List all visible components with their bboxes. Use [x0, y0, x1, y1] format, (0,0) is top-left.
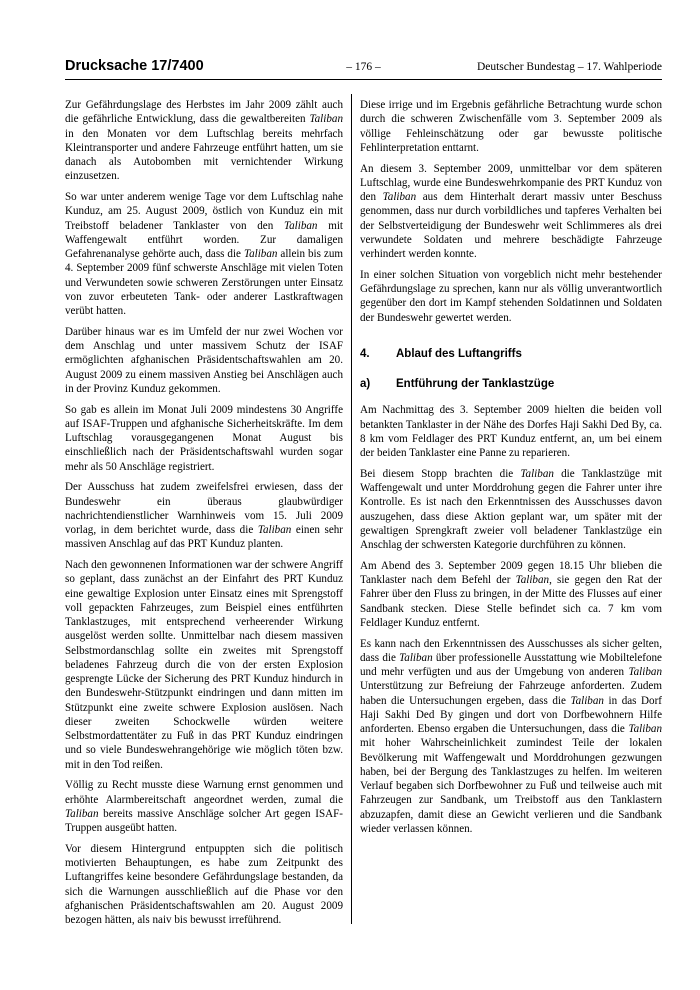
paragraph: Darüber hinaus war es im Umfeld der nur zwei Wochen vor dem Anschlag und unter massivem Schutz der ISAF ermöglichten afghanischen Präsidentschaftswahlen am 20. August 2009 zu einem massiven Anstieg bei Anschlägen auch in der Provinz Kunduz gekommen. — [65, 325, 343, 395]
column-divider — [351, 94, 352, 924]
left-column — [65, 98, 343, 927]
paragraph: Völlig zu Recht musste diese Warnung ernst genommen und erhöhte Alarmbereitschaft angeordnet werden, zumal die Taliban bereits massive Anschläge solcher Art gegen ISAF-Truppen ausgeübt hatten. — [65, 779, 343, 834]
subsection-number: a) — [360, 378, 371, 390]
paragraph: Es kann nach den Erkenntnissen des Ausschusses als sicher gelten, dass die Taliban über professionelle Ausstattung wie Mobiltelefone und mehr verfügten und aus der Umgebung von anderen Taliban Unterstützung zur Befreiung der Fahrzeuge anforderten. Zudem haben die Untersuchungen ergeben, dass die Taliban in das Dorf Haji Sakhi Ded By gingen und dort von Dorfbewohnern Hilfe anforderten. Ebenso ergaben die Untersuchungen, dass die Taliban mit hoher Wahrscheinlichkeit zumindest Teile der lokalen Bevölkerung mit Waffengewalt und Morddrohungen gezwungen haben, bei der Bergung des Tanklastzuges zu helfen. Im weiteren Verlauf begaben sich Dorfbewohner zu Fuß und teilweise auch mit Fahrzeugen zur Sandbank, um Treibstoff aus den Tanklastern abzuzapfen, damit diese an Gewicht verlieren und die Sandbank wieder verlassen können. — [360, 637, 662, 835]
paragraph: So gab es allein im Monat Juli 2009 mindestens 30 Angriffe auf ISAF-Truppen und afghanische Sicherheitskräfte. Im dem Luftschlag vorausgegangenen Monat August bis einschließlich nach der Präsidentschaftswahl wurden sogar mehr als 50 Anschläge registriert. — [65, 403, 343, 473]
paragraph: Am Abend des 3. September 2009 gegen 18.15 Uhr blieben die Tanklaster nach dem Befehl der Taliban, sie gegen den Rat der Fahrer über den Fluss zu bringen, in der Mitte des Flusses auf einer Sandbank stecken. Diese Stelle befindet sich ca. 7 km vom Feldlager Kunduz entfernt. — [360, 559, 662, 629]
right-column — [360, 98, 662, 836]
subsection-title: Entführung der Tanklastzüge — [396, 378, 555, 390]
paragraph: Vor diesem Hintergrund entpuppten sich die politisch motivierten Behauptungen, es habe zum Zeitpunkt des Luftangriffes keine besondere Gefährdungslage bestanden, da sich die Warnungen ausschließlich auf die Phase vor den afghanischen Präsidentschaftswahlen am 20. August 2009 bezogen hätten, als naiv bis bewusst irreführend. — [65, 842, 343, 926]
section-heading — [360, 347, 662, 361]
page-header — [65, 58, 662, 78]
paragraph: Am Nachmittag des 3. September 2009 hielten die beiden voll betankten Tanklaster in der Nähe des Dorfes Haji Sakhi Ded By, ca. 8 km vom Feldlager des PRT Kunduz entfernt, an, um bei einem der beiden Tanklaster eine Panne zu reparieren. — [360, 404, 662, 459]
page-number: – 176 – — [346, 61, 381, 73]
legislative-period: Deutscher Bundestag – 17. Wahlperiode — [476, 61, 662, 73]
paragraph: Diese irrige und im Ergebnis gefährliche Betrachtung wurde schon durch die schweren Zwischenfälle vom 3. September 2009 als völlige Fehleinschätzung oder gar bewusste politische Fehlinterpretation enttarnt. — [360, 99, 662, 154]
section-title: Ablauf des Luftangriffs — [396, 347, 522, 360]
section-number: 4. — [360, 347, 370, 360]
paragraph: An diesem 3. September 2009, unmittelbar vor dem späteren Luftschlag, wurde eine Bundeswehrkompanie des PRT Kunduz von den Taliban aus dem Hinterhalt derart massiv unter Beschuss genommen, dass nur durch vorbildliches und tapferes Verhalten bei der Selbstverteidigung der Bundeswehr weit Schlimmeres als drei verwundete Soldaten und mehrere beschädigte Fahrzeuge verhindert werden konnte. — [360, 162, 662, 260]
paragraph: Der Ausschuss hat zudem zweifelsfrei erwiesen, dass der Bundeswehr ein überaus glaubwürdiger nachrichtendienstlicher Warnhinweis vom 15. Juli 2009 vorlag, in dem berichtet wurde, dass die Taliban einen sehr massiven Anschlag auf das PRT Kunduz planten. — [65, 481, 343, 551]
subsection-heading — [360, 377, 662, 391]
document-number: Drucksache 17/7400 — [65, 58, 204, 74]
paragraph: So war unter anderem wenige Tage vor dem Luftschlag nahe Kunduz, am 25. August 2009, östlich von Kunduz ein mit Treibstoff beladener Tanklaster von den Taliban mit Waffengewalt entführt worden. Zur damaligen Gefahrenanalyse gehörte auch, dass die Taliban allein bis zum 4. September 2009 fünf schwerste Anschläge mit vielen Toten und Verwundeten sowie schweren Zerstörungen unter Einsatz von zuvor erbeuteten Tank- oder anderer Lastkraftwagen verübt hatten. — [65, 191, 343, 317]
paragraph: Nach den gewonnenen Informationen war der schwere Angriff so geplant, dass zunächst an der Einfahrt des PRT Kunduz eine gewaltige Explosion unter Einsatz eines mit Sprengstoff voll gepackten Fahrzeuges, zum Beispiel eines entführten Tanklastzuges, mit entsprechend verheerender Wirkung ausgelöst werden sollte. Unmittelbar nach diesem massiven Selbstmordanschlag sollte ein zweites mit Sprengstoff beladenes Fahrzeug durch die von der ersten Explosion gesprengte Lücke der Sicherung des PRT Kunduz hindurch in den Bundeswehr-Stützpunkt eindringen und dann mitten im Stützpunkt eine zweite schwere Explosion auslösen. Nach dieser zweiten Schockwelle würden weitere Selbstmordattentäter zu Fuß in das PRT Kunduz eindringen und so viele Bundeswehrangehörige wie möglich töten bzw. mit in den Tod reißen. — [65, 559, 343, 771]
paragraph: Bei diesem Stopp brachten die Taliban die Tanklastzüge mit Waffengewalt und unter Morddrohung gegen die Fahrer unter ihre Kontrolle. Es ist nach den Erkenntnissen des Ausschusses davon auszugehen, dass diese Aktion geplant war, um später mit der gewaltigen Sprengkraft zweier voll beladener Tanklastzüge ein Anschlag der schwersten Kategorie durchführen zu können. — [360, 467, 662, 551]
header-rule — [65, 79, 662, 80]
paragraph: Zur Gefährdungslage des Herbstes im Jahr 2009 zählt auch die gefährliche Entwicklung, dass die gewaltbereiten Taliban in den Monaten vor dem Luftschlag bereits mehrfach Kleintransporter und andere Fahrzeuge entführt hatten, um sie danach als Autobomben mit vernichtender Wirkung einzusetzen. — [65, 99, 343, 183]
paragraph: In einer solchen Situation von vorgeblich nicht mehr bestehender Gefährdungslage zu sprechen, kann nur als völlig unverantwortlich gegenüber den dort im Kampf stehenden Soldatinnen und Soldaten der Bundeswehr gewertet werden. — [360, 268, 662, 324]
